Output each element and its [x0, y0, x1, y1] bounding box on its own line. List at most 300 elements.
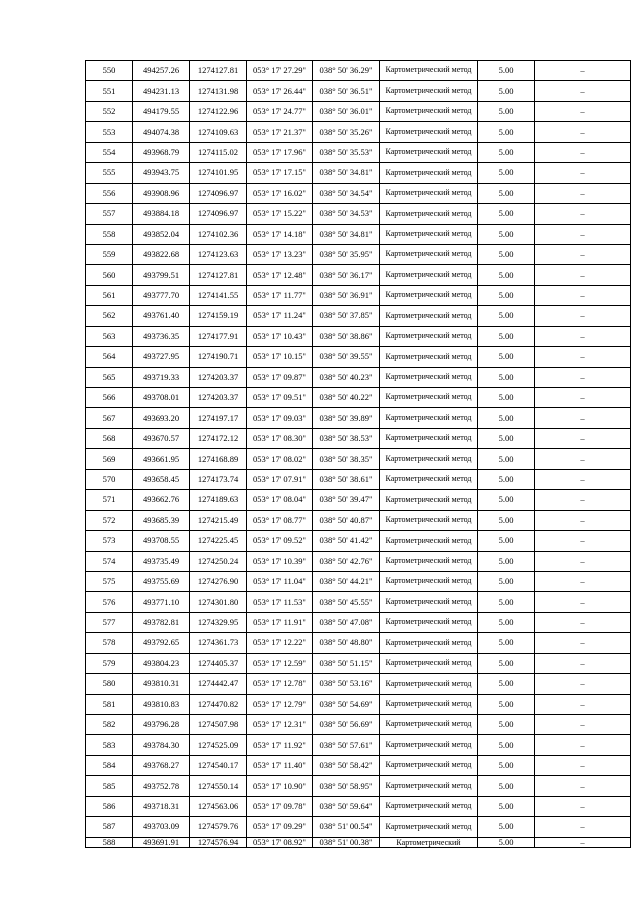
y-coordinate-cell: 1274225.45 [190, 531, 247, 551]
longitude-cell: 038° 50' 58.42" [313, 755, 380, 775]
y-coordinate-cell: 1274127.81 [190, 265, 247, 285]
note-cell: – [535, 674, 631, 694]
table-row [86, 469, 631, 489]
accuracy-cell: 5.00 [478, 101, 535, 121]
longitude-cell: 038° 50' 47.08" [313, 612, 380, 632]
y-coordinate-cell: 1274470.82 [190, 694, 247, 714]
method-cell: Картометрический метод [380, 347, 478, 367]
method-cell: Картометрический метод [380, 469, 478, 489]
latitude-cell: 053° 17' 09.78" [247, 796, 313, 816]
latitude-cell: 053° 17' 24.77" [247, 101, 313, 121]
x-coordinate-cell: 493777.70 [133, 285, 190, 305]
point-number-cell: 577 [86, 612, 133, 632]
point-number-cell: 579 [86, 653, 133, 673]
x-coordinate-cell: 493719.33 [133, 367, 190, 387]
latitude-cell: 053° 17' 17.96" [247, 142, 313, 162]
y-coordinate-cell: 1274096.97 [190, 204, 247, 224]
accuracy-cell: 5.00 [478, 612, 535, 632]
x-coordinate-cell: 493670.57 [133, 428, 190, 448]
y-coordinate-cell: 1274203.37 [190, 388, 247, 408]
table-row [86, 367, 631, 387]
longitude-cell: 038° 50' 34.81" [313, 224, 380, 244]
table-row [86, 428, 631, 448]
latitude-cell: 053° 17' 08.92" [247, 837, 313, 847]
y-coordinate-cell: 1274159.19 [190, 306, 247, 326]
x-coordinate-cell: 493822.68 [133, 244, 190, 264]
latitude-cell: 053° 17' 10.15" [247, 347, 313, 367]
method-cell: Картометрический метод [380, 306, 478, 326]
longitude-cell: 038° 50' 35.26" [313, 122, 380, 142]
point-number-cell: 580 [86, 674, 133, 694]
note-cell: – [535, 408, 631, 428]
method-cell: Картометрический метод [380, 735, 478, 755]
point-number-cell: 564 [86, 347, 133, 367]
longitude-cell: 038° 50' 45.55" [313, 592, 380, 612]
accuracy-cell: 5.00 [478, 510, 535, 530]
latitude-cell: 053° 17' 12.79" [247, 694, 313, 714]
latitude-cell: 053° 17' 12.22" [247, 633, 313, 653]
table-row [86, 633, 631, 653]
latitude-cell: 053° 17' 26.44" [247, 81, 313, 101]
accuracy-cell: 5.00 [478, 449, 535, 469]
point-number-cell: 559 [86, 244, 133, 264]
coordinates-table-body [86, 61, 631, 848]
method-cell: Картометрический метод [380, 796, 478, 816]
y-coordinate-cell: 1274525.09 [190, 735, 247, 755]
longitude-cell: 038° 50' 40.22" [313, 388, 380, 408]
point-number-cell: 552 [86, 101, 133, 121]
y-coordinate-cell: 1274123.63 [190, 244, 247, 264]
accuracy-cell: 5.00 [478, 490, 535, 510]
x-coordinate-cell: 493810.31 [133, 674, 190, 694]
table-row [86, 101, 631, 121]
longitude-cell: 038° 50' 40.87" [313, 510, 380, 530]
note-cell: – [535, 224, 631, 244]
longitude-cell: 038° 50' 39.47" [313, 490, 380, 510]
method-cell: Картометрический метод [380, 817, 478, 837]
note-cell: – [535, 796, 631, 816]
accuracy-cell: 5.00 [478, 674, 535, 694]
x-coordinate-cell: 493908.96 [133, 183, 190, 203]
accuracy-cell: 5.00 [478, 244, 535, 264]
latitude-cell: 053° 17' 12.48" [247, 265, 313, 285]
note-cell: – [535, 61, 631, 81]
latitude-cell: 053° 17' 07.91" [247, 469, 313, 489]
y-coordinate-cell: 1274109.63 [190, 122, 247, 142]
note-cell: – [535, 81, 631, 101]
note-cell: – [535, 715, 631, 735]
note-cell: – [535, 490, 631, 510]
table-row [86, 551, 631, 571]
latitude-cell: 053° 17' 12.59" [247, 653, 313, 673]
method-cell: Картометрический метод [380, 531, 478, 551]
accuracy-cell: 5.00 [478, 653, 535, 673]
method-cell: Картометрический метод [380, 592, 478, 612]
x-coordinate-cell: 493799.51 [133, 265, 190, 285]
point-number-cell: 563 [86, 326, 133, 346]
note-cell: – [535, 163, 631, 183]
point-number-cell: 584 [86, 755, 133, 775]
accuracy-cell: 5.00 [478, 531, 535, 551]
method-cell: Картометрический метод [380, 449, 478, 469]
accuracy-cell: 5.00 [478, 469, 535, 489]
y-coordinate-cell: 1274141.55 [190, 285, 247, 305]
accuracy-cell: 5.00 [478, 122, 535, 142]
latitude-cell: 053° 17' 11.04" [247, 571, 313, 591]
longitude-cell: 038° 50' 36.51" [313, 81, 380, 101]
latitude-cell: 053° 17' 12.78" [247, 674, 313, 694]
table-row [86, 694, 631, 714]
longitude-cell: 038° 50' 51.15" [313, 653, 380, 673]
x-coordinate-cell: 493968.79 [133, 142, 190, 162]
table-row [86, 388, 631, 408]
latitude-cell: 053° 17' 12.31" [247, 715, 313, 735]
accuracy-cell: 5.00 [478, 592, 535, 612]
method-cell: Картометрический метод [380, 224, 478, 244]
x-coordinate-cell: 493784.30 [133, 735, 190, 755]
note-cell: – [535, 265, 631, 285]
point-number-cell: 569 [86, 449, 133, 469]
accuracy-cell: 5.00 [478, 224, 535, 244]
note-cell: – [535, 122, 631, 142]
latitude-cell: 053° 17' 11.24" [247, 306, 313, 326]
method-cell: Картометрический [380, 837, 478, 847]
table-row [86, 592, 631, 612]
x-coordinate-cell: 493755.69 [133, 571, 190, 591]
note-cell: – [535, 592, 631, 612]
y-coordinate-cell: 1274168.89 [190, 449, 247, 469]
method-cell: Картометрический метод [380, 367, 478, 387]
x-coordinate-cell: 493752.78 [133, 776, 190, 796]
latitude-cell: 053° 17' 08.77" [247, 510, 313, 530]
latitude-cell: 053° 17' 08.04" [247, 490, 313, 510]
note-cell: – [535, 347, 631, 367]
longitude-cell: 038° 51' 00.38" [313, 837, 380, 847]
table-row [86, 285, 631, 305]
y-coordinate-cell: 1274131.98 [190, 81, 247, 101]
accuracy-cell: 5.00 [478, 388, 535, 408]
method-cell: Картометрический метод [380, 101, 478, 121]
note-cell: – [535, 735, 631, 755]
method-cell: Картометрический метод [380, 510, 478, 530]
point-number-cell: 574 [86, 551, 133, 571]
note-cell: – [535, 531, 631, 551]
latitude-cell: 053° 17' 09.51" [247, 388, 313, 408]
point-number-cell: 587 [86, 817, 133, 837]
latitude-cell: 053° 17' 09.03" [247, 408, 313, 428]
y-coordinate-cell: 1274173.74 [190, 469, 247, 489]
table-row [86, 715, 631, 735]
note-cell: – [535, 510, 631, 530]
table-row [86, 490, 631, 510]
method-cell: Картометрический метод [380, 122, 478, 142]
method-cell: Картометрический метод [380, 674, 478, 694]
x-coordinate-cell: 493792.65 [133, 633, 190, 653]
x-coordinate-cell: 494257.26 [133, 61, 190, 81]
x-coordinate-cell: 493691.91 [133, 837, 190, 847]
y-coordinate-cell: 1274102.36 [190, 224, 247, 244]
longitude-cell: 038° 50' 38.61" [313, 469, 380, 489]
point-number-cell: 565 [86, 367, 133, 387]
x-coordinate-cell: 493884.18 [133, 204, 190, 224]
longitude-cell: 038° 50' 38.35" [313, 449, 380, 469]
accuracy-cell: 5.00 [478, 367, 535, 387]
note-cell: – [535, 367, 631, 387]
accuracy-cell: 5.00 [478, 183, 535, 203]
point-number-cell: 585 [86, 776, 133, 796]
point-number-cell: 560 [86, 265, 133, 285]
table-row [86, 674, 631, 694]
accuracy-cell: 5.00 [478, 715, 535, 735]
x-coordinate-cell: 493782.81 [133, 612, 190, 632]
longitude-cell: 038° 50' 56.69" [313, 715, 380, 735]
latitude-cell: 053° 17' 11.40" [247, 755, 313, 775]
point-number-cell: 558 [86, 224, 133, 244]
accuracy-cell: 5.00 [478, 285, 535, 305]
method-cell: Картометрический метод [380, 653, 478, 673]
note-cell: – [535, 388, 631, 408]
point-number-cell: 586 [86, 796, 133, 816]
longitude-cell: 038° 50' 41.42" [313, 531, 380, 551]
longitude-cell: 038° 50' 34.53" [313, 204, 380, 224]
accuracy-cell: 5.00 [478, 571, 535, 591]
table-row [86, 326, 631, 346]
y-coordinate-cell: 1274442.47 [190, 674, 247, 694]
note-cell: – [535, 449, 631, 469]
y-coordinate-cell: 1274540.17 [190, 755, 247, 775]
x-coordinate-cell: 493708.55 [133, 531, 190, 551]
method-cell: Картометрический метод [380, 776, 478, 796]
longitude-cell: 038° 50' 36.91" [313, 285, 380, 305]
accuracy-cell: 5.00 [478, 61, 535, 81]
note-cell: – [535, 776, 631, 796]
point-number-cell: 554 [86, 142, 133, 162]
latitude-cell: 053° 17' 09.52" [247, 531, 313, 551]
y-coordinate-cell: 1274177.91 [190, 326, 247, 346]
method-cell: Картометрический метод [380, 61, 478, 81]
longitude-cell: 038° 50' 34.81" [313, 163, 380, 183]
x-coordinate-cell: 493658.45 [133, 469, 190, 489]
note-cell: – [535, 653, 631, 673]
accuracy-cell: 5.00 [478, 633, 535, 653]
note-cell: – [535, 101, 631, 121]
point-number-cell: 557 [86, 204, 133, 224]
method-cell: Картометрический метод [380, 612, 478, 632]
point-number-cell: 581 [86, 694, 133, 714]
y-coordinate-cell: 1274507.98 [190, 715, 247, 735]
longitude-cell: 038° 50' 57.61" [313, 735, 380, 755]
x-coordinate-cell: 493810.83 [133, 694, 190, 714]
table-row [86, 571, 631, 591]
x-coordinate-cell: 493693.20 [133, 408, 190, 428]
accuracy-cell: 5.00 [478, 326, 535, 346]
method-cell: Картометрический метод [380, 633, 478, 653]
point-number-cell: 553 [86, 122, 133, 142]
accuracy-cell: 5.00 [478, 755, 535, 775]
table-row [86, 61, 631, 81]
y-coordinate-cell: 1274190.71 [190, 347, 247, 367]
accuracy-cell: 5.00 [478, 142, 535, 162]
accuracy-cell: 5.00 [478, 837, 535, 847]
coordinates-table [85, 60, 631, 848]
note-cell: – [535, 142, 631, 162]
x-coordinate-cell: 493703.09 [133, 817, 190, 837]
x-coordinate-cell: 493735.49 [133, 551, 190, 571]
longitude-cell: 038° 50' 36.01" [313, 101, 380, 121]
note-cell: – [535, 612, 631, 632]
y-coordinate-cell: 1274361.73 [190, 633, 247, 653]
y-coordinate-cell: 1274550.14 [190, 776, 247, 796]
table-row [86, 163, 631, 183]
x-coordinate-cell: 494074.38 [133, 122, 190, 142]
y-coordinate-cell: 1274189.63 [190, 490, 247, 510]
longitude-cell: 038° 50' 38.53" [313, 428, 380, 448]
method-cell: Картометрический метод [380, 244, 478, 264]
table-row [86, 817, 631, 837]
x-coordinate-cell: 493943.75 [133, 163, 190, 183]
x-coordinate-cell: 493796.28 [133, 715, 190, 735]
y-coordinate-cell: 1274329.95 [190, 612, 247, 632]
point-number-cell: 566 [86, 388, 133, 408]
point-number-cell: 568 [86, 428, 133, 448]
latitude-cell: 053° 17' 11.53" [247, 592, 313, 612]
table-row [86, 531, 631, 551]
longitude-cell: 038° 50' 36.17" [313, 265, 380, 285]
note-cell: – [535, 694, 631, 714]
accuracy-cell: 5.00 [478, 694, 535, 714]
table-row [86, 204, 631, 224]
y-coordinate-cell: 1274276.90 [190, 571, 247, 591]
longitude-cell: 038° 50' 42.76" [313, 551, 380, 571]
point-number-cell: 551 [86, 81, 133, 101]
method-cell: Картометрический метод [380, 755, 478, 775]
latitude-cell: 053° 17' 27.29" [247, 61, 313, 81]
y-coordinate-cell: 1274563.06 [190, 796, 247, 816]
note-cell: – [535, 183, 631, 203]
longitude-cell: 038° 50' 35.53" [313, 142, 380, 162]
note-cell: – [535, 244, 631, 264]
longitude-cell: 038° 51' 00.54" [313, 817, 380, 837]
point-number-cell: 573 [86, 531, 133, 551]
table-row [86, 306, 631, 326]
longitude-cell: 038° 50' 53.16" [313, 674, 380, 694]
method-cell: Картометрический метод [380, 571, 478, 591]
table-row [86, 122, 631, 142]
accuracy-cell: 5.00 [478, 735, 535, 755]
x-coordinate-cell: 493761.40 [133, 306, 190, 326]
x-coordinate-cell: 493768.27 [133, 755, 190, 775]
note-cell: – [535, 571, 631, 591]
method-cell: Картометрический метод [380, 81, 478, 101]
y-coordinate-cell: 1274127.81 [190, 61, 247, 81]
table-row [86, 510, 631, 530]
latitude-cell: 053° 17' 10.90" [247, 776, 313, 796]
accuracy-cell: 5.00 [478, 204, 535, 224]
method-cell: Картометрический метод [380, 490, 478, 510]
longitude-cell: 038° 50' 38.86" [313, 326, 380, 346]
accuracy-cell: 5.00 [478, 408, 535, 428]
y-coordinate-cell: 1274203.37 [190, 367, 247, 387]
longitude-cell: 038° 50' 39.55" [313, 347, 380, 367]
latitude-cell: 053° 17' 11.92" [247, 735, 313, 755]
longitude-cell: 038° 50' 40.23" [313, 367, 380, 387]
y-coordinate-cell: 1274096.97 [190, 183, 247, 203]
table-row [86, 224, 631, 244]
x-coordinate-cell: 493662.76 [133, 490, 190, 510]
note-cell: – [535, 551, 631, 571]
note-cell: – [535, 755, 631, 775]
table-row [86, 142, 631, 162]
table-row [86, 776, 631, 796]
x-coordinate-cell: 493804.23 [133, 653, 190, 673]
table-row [86, 265, 631, 285]
accuracy-cell: 5.00 [478, 796, 535, 816]
point-number-cell: 576 [86, 592, 133, 612]
method-cell: Картометрический метод [380, 142, 478, 162]
x-coordinate-cell: 494231.13 [133, 81, 190, 101]
point-number-cell: 575 [86, 571, 133, 591]
table-row [86, 755, 631, 775]
note-cell: – [535, 469, 631, 489]
latitude-cell: 053° 17' 08.02" [247, 449, 313, 469]
x-coordinate-cell: 493736.35 [133, 326, 190, 346]
method-cell: Картометрический метод [380, 326, 478, 346]
note-cell: – [535, 817, 631, 837]
accuracy-cell: 5.00 [478, 81, 535, 101]
method-cell: Картометрический метод [380, 388, 478, 408]
y-coordinate-cell: 1274405.37 [190, 653, 247, 673]
latitude-cell: 053° 17' 11.91" [247, 612, 313, 632]
point-number-cell: 572 [86, 510, 133, 530]
y-coordinate-cell: 1274579.76 [190, 817, 247, 837]
y-coordinate-cell: 1274250.24 [190, 551, 247, 571]
point-number-cell: 578 [86, 633, 133, 653]
table-row [86, 81, 631, 101]
table-row [86, 183, 631, 203]
latitude-cell: 053° 17' 14.18" [247, 224, 313, 244]
latitude-cell: 053° 17' 15.22" [247, 204, 313, 224]
point-number-cell: 550 [86, 61, 133, 81]
x-coordinate-cell: 493685.39 [133, 510, 190, 530]
x-coordinate-cell: 493852.04 [133, 224, 190, 244]
method-cell: Картометрический метод [380, 408, 478, 428]
x-coordinate-cell: 493708.01 [133, 388, 190, 408]
point-number-cell: 571 [86, 490, 133, 510]
x-coordinate-cell: 493661.95 [133, 449, 190, 469]
table-row [86, 796, 631, 816]
x-coordinate-cell: 493727.95 [133, 347, 190, 367]
table-row [86, 837, 631, 847]
latitude-cell: 053° 17' 13.23" [247, 244, 313, 264]
latitude-cell: 053° 17' 10.43" [247, 326, 313, 346]
point-number-cell: 567 [86, 408, 133, 428]
accuracy-cell: 5.00 [478, 776, 535, 796]
note-cell: – [535, 204, 631, 224]
latitude-cell: 053° 17' 21.37" [247, 122, 313, 142]
y-coordinate-cell: 1274115.02 [190, 142, 247, 162]
note-cell: – [535, 837, 631, 847]
table-row [86, 449, 631, 469]
method-cell: Картометрический метод [380, 285, 478, 305]
longitude-cell: 038° 50' 34.54" [313, 183, 380, 203]
longitude-cell: 038° 50' 59.64" [313, 796, 380, 816]
table-row [86, 612, 631, 632]
longitude-cell: 038° 50' 44.21" [313, 571, 380, 591]
note-cell: – [535, 306, 631, 326]
method-cell: Картометрический метод [380, 163, 478, 183]
y-coordinate-cell: 1274122.96 [190, 101, 247, 121]
point-number-cell: 588 [86, 837, 133, 847]
